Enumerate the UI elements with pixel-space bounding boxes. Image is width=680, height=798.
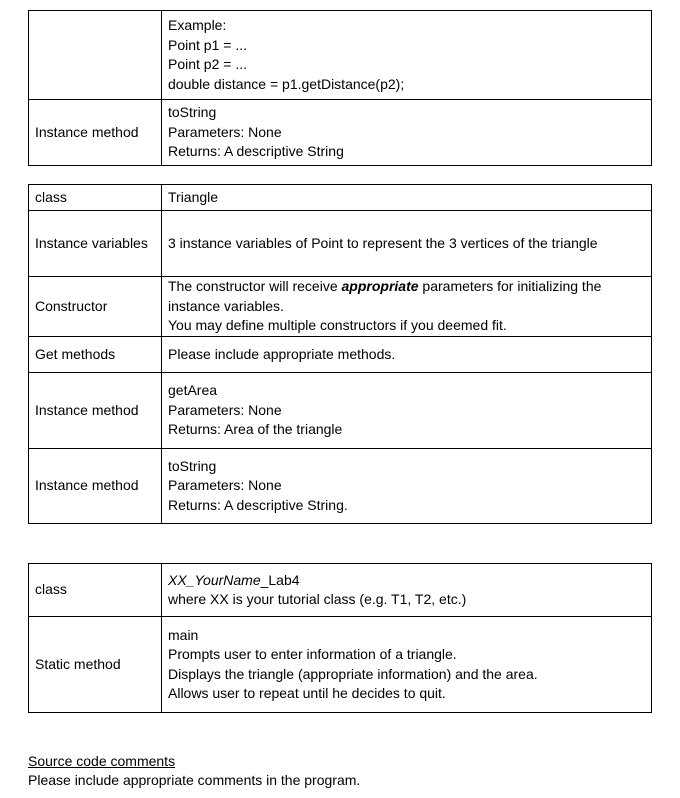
content-line: You may define multiple constructors if you deemed fit. [168, 317, 507, 334]
table-row [29, 11, 652, 100]
table-row [29, 449, 652, 524]
row-content [162, 373, 652, 449]
row-label: Get methods [29, 337, 162, 373]
row-label: Instance method [29, 449, 162, 524]
content-line: Triangle [168, 188, 219, 205]
table-row [29, 277, 652, 337]
row-content [162, 277, 652, 337]
row-content [162, 564, 652, 617]
content-line: Returns: Area of the triangle [168, 421, 343, 438]
content-line: Point p1 = ... [168, 36, 247, 53]
table-row [29, 617, 652, 713]
content-line: Parameters: None [168, 123, 282, 140]
row-content [162, 11, 652, 100]
row-label [29, 11, 162, 100]
row-label: class [29, 564, 162, 617]
content-line: toString [168, 457, 217, 474]
row-label: Constructor [29, 277, 162, 337]
content-line: instance variables. [168, 297, 284, 314]
table-row [29, 185, 652, 211]
table-row [29, 564, 652, 617]
spec-table-main-class [28, 563, 652, 713]
row-label: Static method [29, 617, 162, 713]
content-line [168, 571, 645, 591]
content-line [168, 277, 645, 297]
footer-note [28, 752, 360, 790]
row-label: Instance variables [29, 211, 162, 277]
content-line: toString [168, 104, 217, 121]
row-label: Instance method [29, 373, 162, 449]
table-row [29, 211, 652, 277]
table-row [29, 373, 652, 449]
section-heading: Source code comments [28, 753, 176, 769]
row-content [162, 185, 652, 211]
table-row [29, 100, 652, 166]
spec-table-triangle [28, 184, 652, 524]
content-line: Allows user to repeat until he decides to quit. [168, 685, 446, 701]
content-line: where XX is your tutorial class (e.g. T1, T2, etc.) [168, 591, 467, 607]
content-line: Parameters: None [168, 401, 282, 418]
text-run: _Lab4 [260, 571, 300, 588]
content-line: getArea [168, 382, 218, 399]
content-line: double distance = p1.getDistance(p2); [168, 75, 405, 92]
content-line: Prompts user to enter information of a triangle. [168, 646, 457, 662]
row-content [162, 449, 652, 524]
content-line: Example: [168, 17, 227, 33]
content-line: Returns: A descriptive String. [168, 496, 348, 513]
content-line: Point p2 = ... [168, 56, 247, 72]
text-run: The constructor will receive [168, 278, 342, 295]
italic-text: XX_YourName [168, 571, 261, 588]
row-content [162, 617, 652, 713]
row-label: Instance method [29, 100, 162, 166]
content-line: Returns: A descriptive String [168, 143, 344, 160]
text-run: parameters for initializing the [418, 278, 602, 295]
content-line: Parameters: None [168, 477, 282, 494]
row-label: class [29, 185, 162, 211]
table-row [29, 337, 652, 373]
content-line: 3 instance variables of Point to represent the 3 vertices of the triangle [168, 234, 598, 251]
content-line: Displays the triangle (appropriate information) and the area. [168, 665, 538, 682]
content-line: main [168, 626, 199, 643]
emphasis-text: appropriate [341, 278, 419, 295]
spec-table-point-continued [28, 10, 652, 166]
content-line: Please include appropriate methods. [168, 345, 396, 362]
row-content [162, 100, 652, 166]
row-content [162, 211, 652, 277]
row-content [162, 337, 652, 373]
footer-text: Please include appropriate comments in the program. [28, 772, 361, 788]
